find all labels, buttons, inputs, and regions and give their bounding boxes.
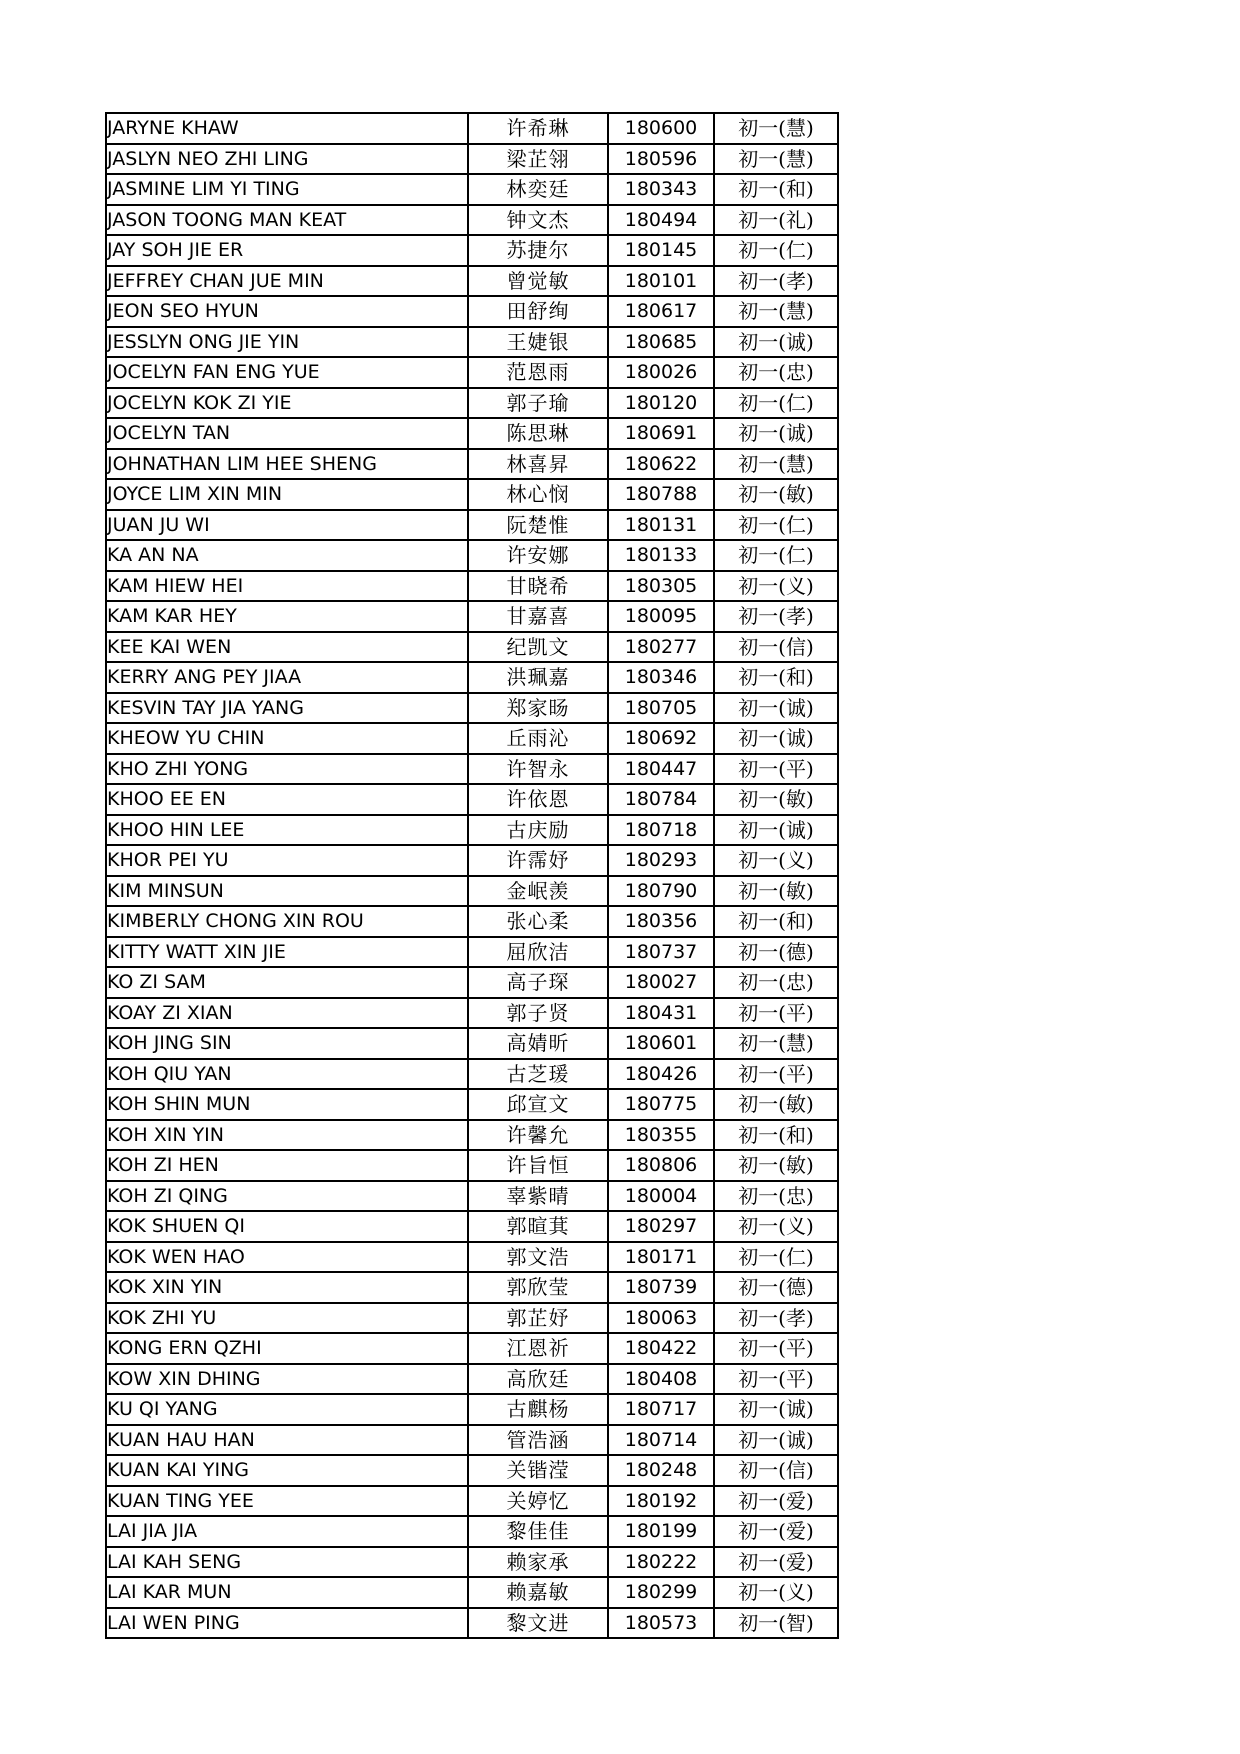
student-id: 180426 — [608, 1059, 714, 1090]
table-row — [106, 205, 838, 236]
student-id: 180356 — [608, 906, 714, 937]
student-english-name: LAI KAR MUN — [106, 1577, 468, 1608]
student-class: 初一(仁) — [714, 388, 838, 419]
student-english-name: KOW XIN DHING — [106, 1364, 468, 1395]
table-row — [106, 1455, 838, 1486]
student-id: 180027 — [608, 967, 714, 998]
student-english-name: KIM MINSUN — [106, 876, 468, 907]
student-id: 180617 — [608, 296, 714, 327]
student-chinese-name: 关锴滢 — [468, 1455, 608, 1486]
student-english-name: KOK SHUEN QI — [106, 1211, 468, 1242]
student-id: 180431 — [608, 998, 714, 1029]
table-row — [106, 1089, 838, 1120]
student-chinese-name: 郭芷妤 — [468, 1303, 608, 1334]
student-chinese-name: 纪凯文 — [468, 632, 608, 663]
student-class: 初一(孝) — [714, 601, 838, 632]
student-english-name: KHO ZHI YONG — [106, 754, 468, 785]
student-chinese-name: 陈思琳 — [468, 418, 608, 449]
student-class: 初一(爱) — [714, 1516, 838, 1547]
student-chinese-name: 黎文进 — [468, 1608, 608, 1639]
student-id: 180601 — [608, 1028, 714, 1059]
student-english-name: KHOO HIN LEE — [106, 815, 468, 846]
student-chinese-name: 许智永 — [468, 754, 608, 785]
table-row — [106, 998, 838, 1029]
table-row — [106, 662, 838, 693]
student-class: 初一(诚) — [714, 693, 838, 724]
student-english-name: JESSLYN ONG JIE YIN — [106, 327, 468, 358]
student-id: 180248 — [608, 1455, 714, 1486]
student-chinese-name: 曾觉敏 — [468, 266, 608, 297]
student-english-name: KA AN NA — [106, 540, 468, 571]
student-class: 初一(仁) — [714, 1242, 838, 1273]
student-english-name: JOCELYN TAN — [106, 418, 468, 449]
student-english-name: JASLYN NEO ZHI LING — [106, 144, 468, 175]
table-row — [106, 937, 838, 968]
student-english-name: KOH SHIN MUN — [106, 1089, 468, 1120]
student-class: 初一(仁) — [714, 510, 838, 541]
student-class: 初一(和) — [714, 174, 838, 205]
table-row — [106, 967, 838, 998]
student-class: 初一(仁) — [714, 235, 838, 266]
student-chinese-name: 许依恩 — [468, 784, 608, 815]
table-row — [106, 144, 838, 175]
student-chinese-name: 高子琛 — [468, 967, 608, 998]
student-id: 180685 — [608, 327, 714, 358]
student-id: 180133 — [608, 540, 714, 571]
table-row — [106, 449, 838, 480]
student-id: 180790 — [608, 876, 714, 907]
student-id: 180343 — [608, 174, 714, 205]
student-english-name: KAM HIEW HEI — [106, 571, 468, 602]
student-id: 180063 — [608, 1303, 714, 1334]
student-english-name: KEE KAI WEN — [106, 632, 468, 663]
table-row — [106, 1608, 838, 1639]
student-class: 初一(诚) — [714, 327, 838, 358]
student-chinese-name: 许安娜 — [468, 540, 608, 571]
table-row — [106, 1516, 838, 1547]
student-chinese-name: 郭文浩 — [468, 1242, 608, 1273]
student-id: 180192 — [608, 1486, 714, 1517]
student-english-name: JOCELYN KOK ZI YIE — [106, 388, 468, 419]
student-class: 初一(敏) — [714, 1150, 838, 1181]
student-english-name: JEON SEO HYUN — [106, 296, 468, 327]
student-class: 初一(礼) — [714, 205, 838, 236]
student-english-name: KOK ZHI YU — [106, 1303, 468, 1334]
student-chinese-name: 郭子瑜 — [468, 388, 608, 419]
student-class: 初一(义) — [714, 571, 838, 602]
student-english-name: KOAY ZI XIAN — [106, 998, 468, 1029]
student-english-name: KU QI YANG — [106, 1394, 468, 1425]
student-class: 初一(忠) — [714, 357, 838, 388]
student-id: 180222 — [608, 1547, 714, 1578]
student-english-name: JOHNATHAN LIM HEE SHENG — [106, 449, 468, 480]
student-class: 初一(平) — [714, 754, 838, 785]
student-chinese-name: 林喜昇 — [468, 449, 608, 480]
student-id: 180788 — [608, 479, 714, 510]
table-row — [106, 1364, 838, 1395]
student-class: 初一(爱) — [714, 1486, 838, 1517]
student-chinese-name: 郭暄萁 — [468, 1211, 608, 1242]
student-english-name: KITTY WATT XIN JIE — [106, 937, 468, 968]
student-english-name: KHOR PEI YU — [106, 845, 468, 876]
table-row — [106, 357, 838, 388]
table-row — [106, 1577, 838, 1608]
student-english-name: KHOO EE EN — [106, 784, 468, 815]
table-row — [106, 876, 838, 907]
table-row — [106, 601, 838, 632]
student-id: 180305 — [608, 571, 714, 602]
student-id: 180692 — [608, 723, 714, 754]
student-chinese-name: 江恩祈 — [468, 1333, 608, 1364]
student-english-name: JARYNE KHAW — [106, 113, 468, 144]
table-row — [106, 1333, 838, 1364]
student-chinese-name: 屈欣洁 — [468, 937, 608, 968]
table-row — [106, 632, 838, 663]
student-id: 180277 — [608, 632, 714, 663]
student-chinese-name: 王婕银 — [468, 327, 608, 358]
student-id: 180095 — [608, 601, 714, 632]
student-class: 初一(和) — [714, 1120, 838, 1151]
student-english-name: KOH XIN YIN — [106, 1120, 468, 1151]
table-row — [106, 1120, 838, 1151]
student-english-name: JASON TOONG MAN KEAT — [106, 205, 468, 236]
student-class: 初一(义) — [714, 1577, 838, 1608]
student-chinese-name: 古庆励 — [468, 815, 608, 846]
student-id: 180718 — [608, 815, 714, 846]
student-chinese-name: 甘晓希 — [468, 571, 608, 602]
student-chinese-name: 管浩涵 — [468, 1425, 608, 1456]
student-chinese-name: 高婧昕 — [468, 1028, 608, 1059]
student-chinese-name: 梁芷翎 — [468, 144, 608, 175]
table-row — [106, 113, 838, 144]
student-chinese-name: 郭子贤 — [468, 998, 608, 1029]
student-class: 初一(和) — [714, 906, 838, 937]
student-class: 初一(慧) — [714, 144, 838, 175]
student-english-name: LAI KAH SENG — [106, 1547, 468, 1578]
student-english-name: KOK WEN HAO — [106, 1242, 468, 1273]
student-class: 初一(敏) — [714, 784, 838, 815]
student-id: 180297 — [608, 1211, 714, 1242]
student-class: 初一(忠) — [714, 967, 838, 998]
table-row — [106, 479, 838, 510]
student-chinese-name: 林心悯 — [468, 479, 608, 510]
table-row — [106, 723, 838, 754]
student-class: 初一(孝) — [714, 266, 838, 297]
student-english-name: KOH ZI QING — [106, 1181, 468, 1212]
table-row — [106, 327, 838, 358]
table-row — [106, 693, 838, 724]
student-id: 180299 — [608, 1577, 714, 1608]
table-row — [106, 815, 838, 846]
student-chinese-name: 古麒杨 — [468, 1394, 608, 1425]
student-id: 180775 — [608, 1089, 714, 1120]
student-class: 初一(诚) — [714, 1425, 838, 1456]
table-row — [106, 1211, 838, 1242]
student-chinese-name: 张心柔 — [468, 906, 608, 937]
student-class: 初一(平) — [714, 1364, 838, 1395]
student-chinese-name: 辜紫晴 — [468, 1181, 608, 1212]
student-id: 180739 — [608, 1272, 714, 1303]
student-class: 初一(孝) — [714, 1303, 838, 1334]
student-id: 180101 — [608, 266, 714, 297]
student-english-name: KOK XIN YIN — [106, 1272, 468, 1303]
table-row — [106, 1150, 838, 1181]
table-row — [106, 418, 838, 449]
table-row — [106, 1303, 838, 1334]
student-class: 初一(平) — [714, 998, 838, 1029]
student-chinese-name: 洪珮嘉 — [468, 662, 608, 693]
student-class: 初一(慧) — [714, 449, 838, 480]
student-english-name: JAY SOH JIE ER — [106, 235, 468, 266]
student-class: 初一(智) — [714, 1608, 838, 1639]
table-row — [106, 1547, 838, 1578]
student-english-name: JEFFREY CHAN JUE MIN — [106, 266, 468, 297]
student-class: 初一(仁) — [714, 540, 838, 571]
table-row — [106, 1486, 838, 1517]
table-row — [106, 1181, 838, 1212]
student-class: 初一(慧) — [714, 1028, 838, 1059]
student-english-name: JOCELYN FAN ENG YUE — [106, 357, 468, 388]
student-class: 初一(诚) — [714, 815, 838, 846]
student-id: 180408 — [608, 1364, 714, 1395]
student-english-name: KIMBERLY CHONG XIN ROU — [106, 906, 468, 937]
student-english-name: JUAN JU WI — [106, 510, 468, 541]
student-class: 初一(信) — [714, 632, 838, 663]
table-row — [106, 266, 838, 297]
student-roster-table — [105, 112, 839, 1639]
table-row — [106, 540, 838, 571]
student-id: 180737 — [608, 937, 714, 968]
student-chinese-name: 高欣廷 — [468, 1364, 608, 1395]
student-id: 180131 — [608, 510, 714, 541]
student-class: 初一(德) — [714, 1272, 838, 1303]
table-row — [106, 845, 838, 876]
table-row — [106, 1028, 838, 1059]
student-english-name: KONG ERN QZHI — [106, 1333, 468, 1364]
student-chinese-name: 金岷羡 — [468, 876, 608, 907]
student-chinese-name: 赖家承 — [468, 1547, 608, 1578]
student-english-name: KESVIN TAY JIA YANG — [106, 693, 468, 724]
student-english-name: KHEOW YU CHIN — [106, 723, 468, 754]
student-chinese-name: 邱宣文 — [468, 1089, 608, 1120]
student-class: 初一(诚) — [714, 1394, 838, 1425]
student-class: 初一(敏) — [714, 876, 838, 907]
student-id: 180573 — [608, 1608, 714, 1639]
student-id: 180806 — [608, 1150, 714, 1181]
student-class: 初一(诚) — [714, 723, 838, 754]
student-chinese-name: 田舒绚 — [468, 296, 608, 327]
table-row — [106, 784, 838, 815]
table-row — [106, 1394, 838, 1425]
student-chinese-name: 丘雨沁 — [468, 723, 608, 754]
student-chinese-name: 郭欣莹 — [468, 1272, 608, 1303]
student-id: 180171 — [608, 1242, 714, 1273]
student-id: 180447 — [608, 754, 714, 785]
student-chinese-name: 阮楚惟 — [468, 510, 608, 541]
student-english-name: JOYCE LIM XIN MIN — [106, 479, 468, 510]
student-id: 180714 — [608, 1425, 714, 1456]
student-chinese-name: 甘嘉喜 — [468, 601, 608, 632]
table-row — [106, 174, 838, 205]
student-chinese-name: 许霈妤 — [468, 845, 608, 876]
student-chinese-name: 许希琳 — [468, 113, 608, 144]
table-row — [106, 1242, 838, 1273]
table-row — [106, 296, 838, 327]
student-id: 180422 — [608, 1333, 714, 1364]
student-chinese-name: 赖嘉敏 — [468, 1577, 608, 1608]
student-id: 180346 — [608, 662, 714, 693]
student-english-name: KO ZI SAM — [106, 967, 468, 998]
student-id: 180691 — [608, 418, 714, 449]
table-row — [106, 1425, 838, 1456]
student-class: 初一(平) — [714, 1333, 838, 1364]
student-class: 初一(信) — [714, 1455, 838, 1486]
student-english-name: KERRY ANG PEY JIAA — [106, 662, 468, 693]
student-id: 180705 — [608, 693, 714, 724]
roster-body — [106, 113, 838, 1638]
table-row — [106, 1059, 838, 1090]
student-id: 180355 — [608, 1120, 714, 1151]
table-row — [106, 754, 838, 785]
student-id: 180622 — [608, 449, 714, 480]
student-class: 初一(德) — [714, 937, 838, 968]
student-chinese-name: 黎佳佳 — [468, 1516, 608, 1547]
student-class: 初一(义) — [714, 1211, 838, 1242]
student-class: 初一(爱) — [714, 1547, 838, 1578]
student-id: 180600 — [608, 113, 714, 144]
student-id: 180293 — [608, 845, 714, 876]
student-english-name: KUAN KAI YING — [106, 1455, 468, 1486]
student-chinese-name: 林奕廷 — [468, 174, 608, 205]
student-class: 初一(敏) — [714, 1089, 838, 1120]
student-chinese-name: 苏捷尔 — [468, 235, 608, 266]
table-row — [106, 388, 838, 419]
student-class: 初一(义) — [714, 845, 838, 876]
student-english-name: KOH JING SIN — [106, 1028, 468, 1059]
student-chinese-name: 范恩雨 — [468, 357, 608, 388]
student-id: 180596 — [608, 144, 714, 175]
student-chinese-name: 许馨允 — [468, 1120, 608, 1151]
table-row — [106, 510, 838, 541]
student-id: 180717 — [608, 1394, 714, 1425]
student-class: 初一(慧) — [714, 113, 838, 144]
student-chinese-name: 钟文杰 — [468, 205, 608, 236]
student-english-name: KAM KAR HEY — [106, 601, 468, 632]
student-chinese-name: 许旨恒 — [468, 1150, 608, 1181]
student-id: 180494 — [608, 205, 714, 236]
student-english-name: JASMINE LIM YI TING — [106, 174, 468, 205]
student-id: 180784 — [608, 784, 714, 815]
student-english-name: KUAN TING YEE — [106, 1486, 468, 1517]
table-row — [106, 571, 838, 602]
table-row — [106, 906, 838, 937]
student-id: 180004 — [608, 1181, 714, 1212]
student-english-name: KOH ZI HEN — [106, 1150, 468, 1181]
student-class: 初一(忠) — [714, 1181, 838, 1212]
student-chinese-name: 郑家旸 — [468, 693, 608, 724]
student-id: 180120 — [608, 388, 714, 419]
student-class: 初一(平) — [714, 1059, 838, 1090]
student-id: 180026 — [608, 357, 714, 388]
student-english-name: LAI JIA JIA — [106, 1516, 468, 1547]
student-english-name: KOH QIU YAN — [106, 1059, 468, 1090]
student-class: 初一(慧) — [714, 296, 838, 327]
student-class: 初一(敏) — [714, 479, 838, 510]
student-id: 180199 — [608, 1516, 714, 1547]
student-class: 初一(诚) — [714, 418, 838, 449]
table-row — [106, 1272, 838, 1303]
student-english-name: LAI WEN PING — [106, 1608, 468, 1639]
student-chinese-name: 关婷忆 — [468, 1486, 608, 1517]
table-row — [106, 235, 838, 266]
student-id: 180145 — [608, 235, 714, 266]
student-class: 初一(和) — [714, 662, 838, 693]
student-english-name: KUAN HAU HAN — [106, 1425, 468, 1456]
student-chinese-name: 古芝瑗 — [468, 1059, 608, 1090]
